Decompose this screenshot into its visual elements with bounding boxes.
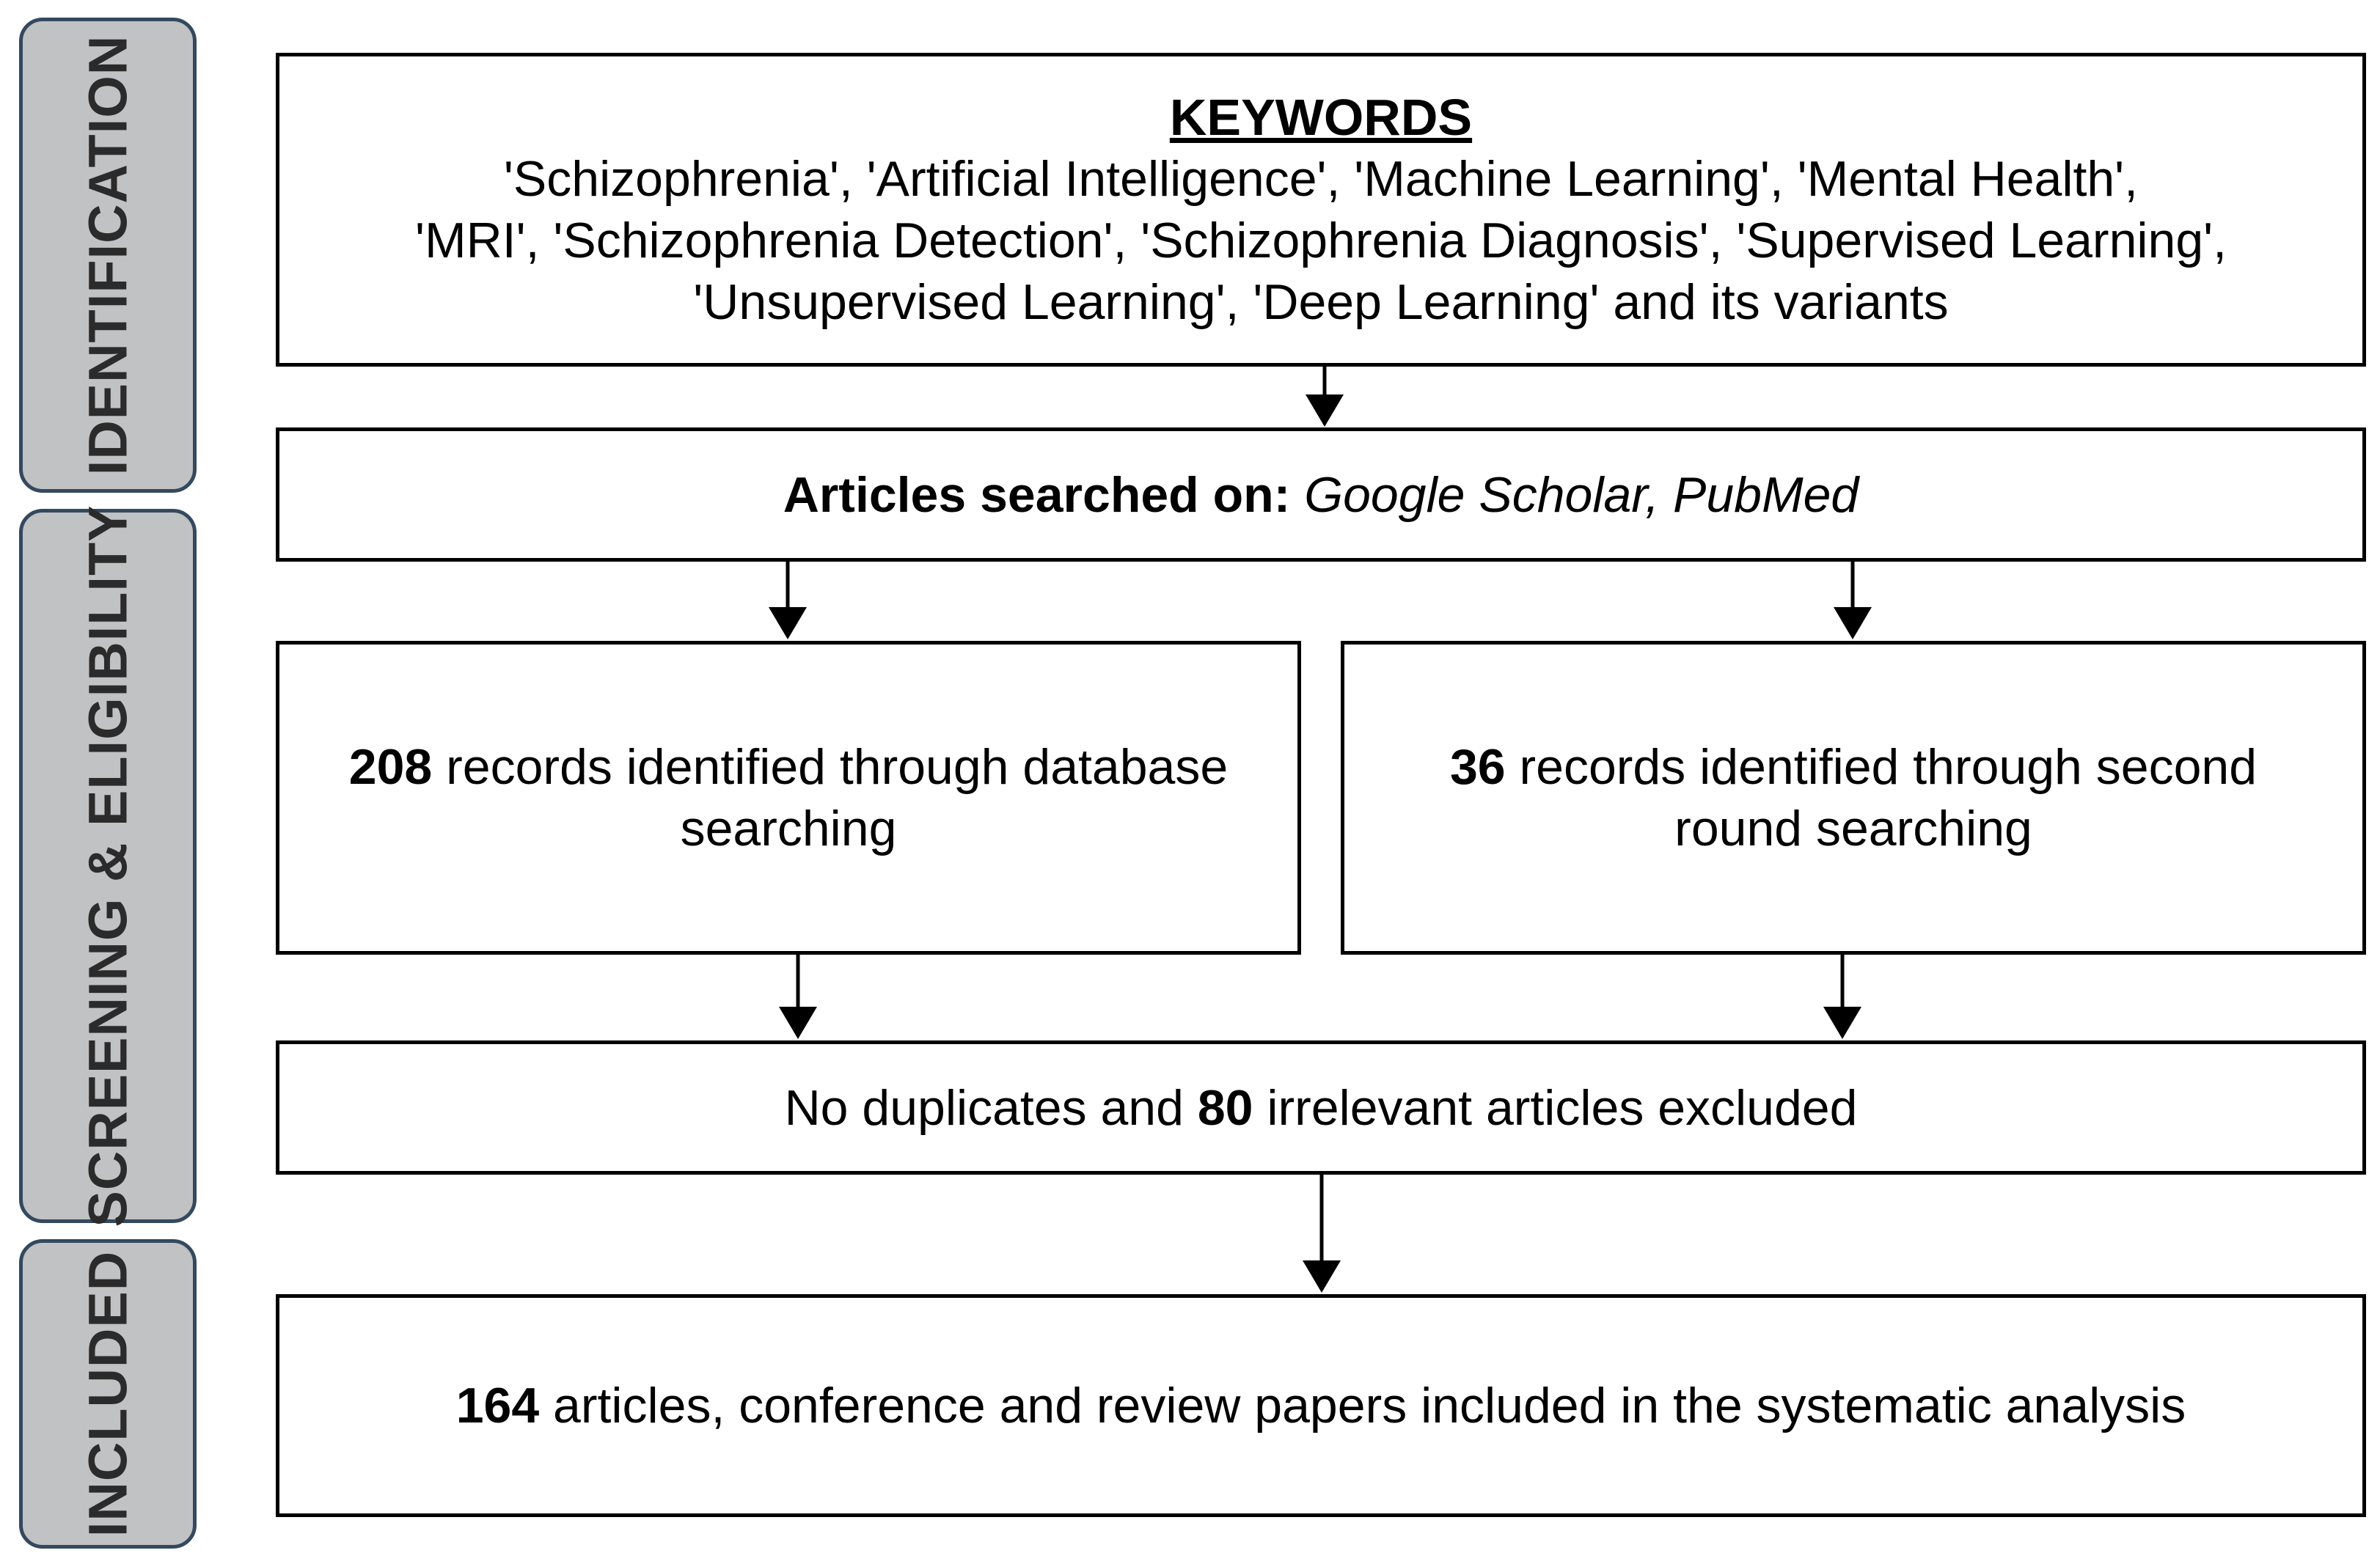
records-second-round-count: 36 — [1449, 739, 1506, 795]
arrow-second-round-records-to-exclusion — [1823, 955, 1861, 1039]
records-database-label: records identified through database searching — [432, 739, 1229, 856]
phase-identification-label: IDENTIFICATION — [77, 34, 139, 476]
arrow-search-to-second-round-records — [1834, 562, 1872, 639]
records-database-count: 208 — [348, 739, 433, 795]
arrow-search-to-database-records — [769, 562, 807, 639]
search-sources: Google Scholar, PubMed — [1304, 466, 1859, 523]
phase-included-label: INCLUDED — [77, 1250, 139, 1538]
included-label: articles, conference and review papers included in the systematic analysis — [539, 1378, 2186, 1433]
keywords-line-2: 'MRI', 'Schizophrenia Detection', 'Schizophrenia Diagnosis', 'Supervised Learning', — [414, 213, 2227, 268]
included-count: 164 — [455, 1378, 540, 1433]
arrow-exclusion-to-included — [1303, 1175, 1341, 1293]
arrow-keywords-to-search — [1306, 367, 1344, 427]
exclusion-suffix: irrelevant articles excluded — [1253, 1079, 1858, 1136]
keywords-line-1: 'Schizophrenia', 'Artificial Intelligence', 'Machine Learning', 'Mental Health', — [503, 151, 2139, 207]
keywords-title: KEYWORDS — [1169, 89, 1473, 146]
search-label: Articles searched on: — [783, 466, 1305, 523]
exclusion-count: 80 — [1197, 1079, 1253, 1136]
phase-screening-label: SCREENING & ELIGIBILITY — [77, 504, 139, 1227]
arrow-database-records-to-exclusion — [779, 955, 817, 1039]
keywords-line-3: 'Unsupervised Learning', 'Deep Learning' and its variants — [693, 274, 1949, 330]
exclusion-prefix: No duplicates and — [784, 1079, 1198, 1136]
records-second-round-label: records identified through second round searching — [1505, 739, 2258, 856]
